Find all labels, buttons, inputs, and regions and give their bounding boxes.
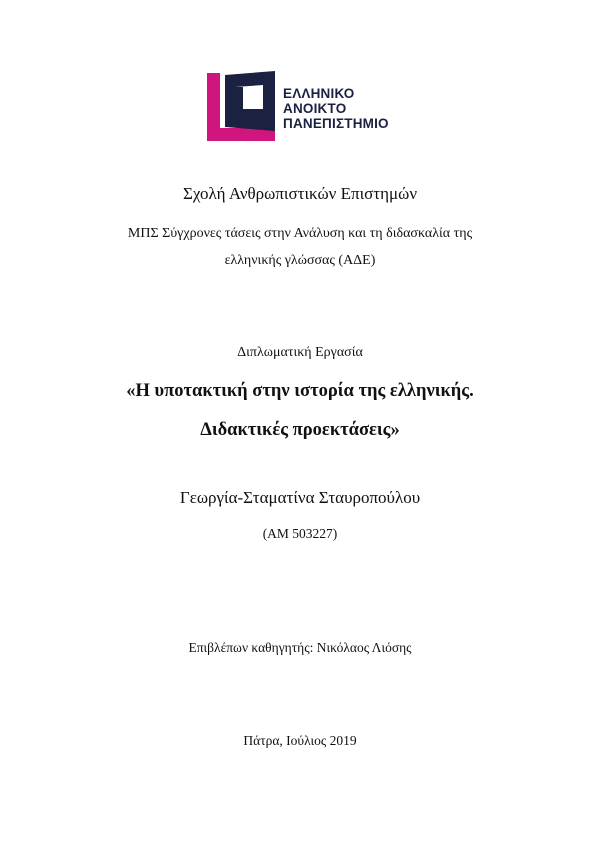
program-name-line-1: ΜΠΣ Σύγχρονες τάσεις στην Ανάλυση και τη διδασκαλία της <box>127 226 473 241</box>
school-name: Σχολή Ανθρωπιστικών Επιστημών <box>182 184 418 203</box>
supervisor: Επιβλέπων καθηγητής: Νικόλαος Λιόσης <box>188 640 412 655</box>
student-id: (ΑΜ 503227) <box>262 526 338 541</box>
program-name-line-2: ελληνικής γλώσσας (ΑΔΕ) <box>224 253 376 268</box>
thesis-type: Διπλωματική Εργασία <box>237 345 363 360</box>
logo-wordmark <box>283 86 389 131</box>
logo-emblem-icon <box>207 71 279 143</box>
place-date: Πάτρα, Ιούλιος 2019 <box>243 733 357 748</box>
logo-line-2: ΑΝΟΙΚΤΟ <box>283 101 347 116</box>
thesis-title-line-2: Διδακτικές προεκτάσεις» <box>200 420 400 440</box>
logo-line-1: ΕΛΛΗΝΙΚΟ <box>283 86 355 101</box>
author-name: Γεωργία-Σταματίνα Σταυροπούλου <box>179 488 421 507</box>
logo-line-3: ΠΑΝΕΠΙΣΤΗΜΙΟ <box>283 116 389 131</box>
thesis-title-line-1: «Η υποτακτική στην ιστορία της ελληνικής. <box>126 381 474 401</box>
university-logo <box>207 71 397 143</box>
